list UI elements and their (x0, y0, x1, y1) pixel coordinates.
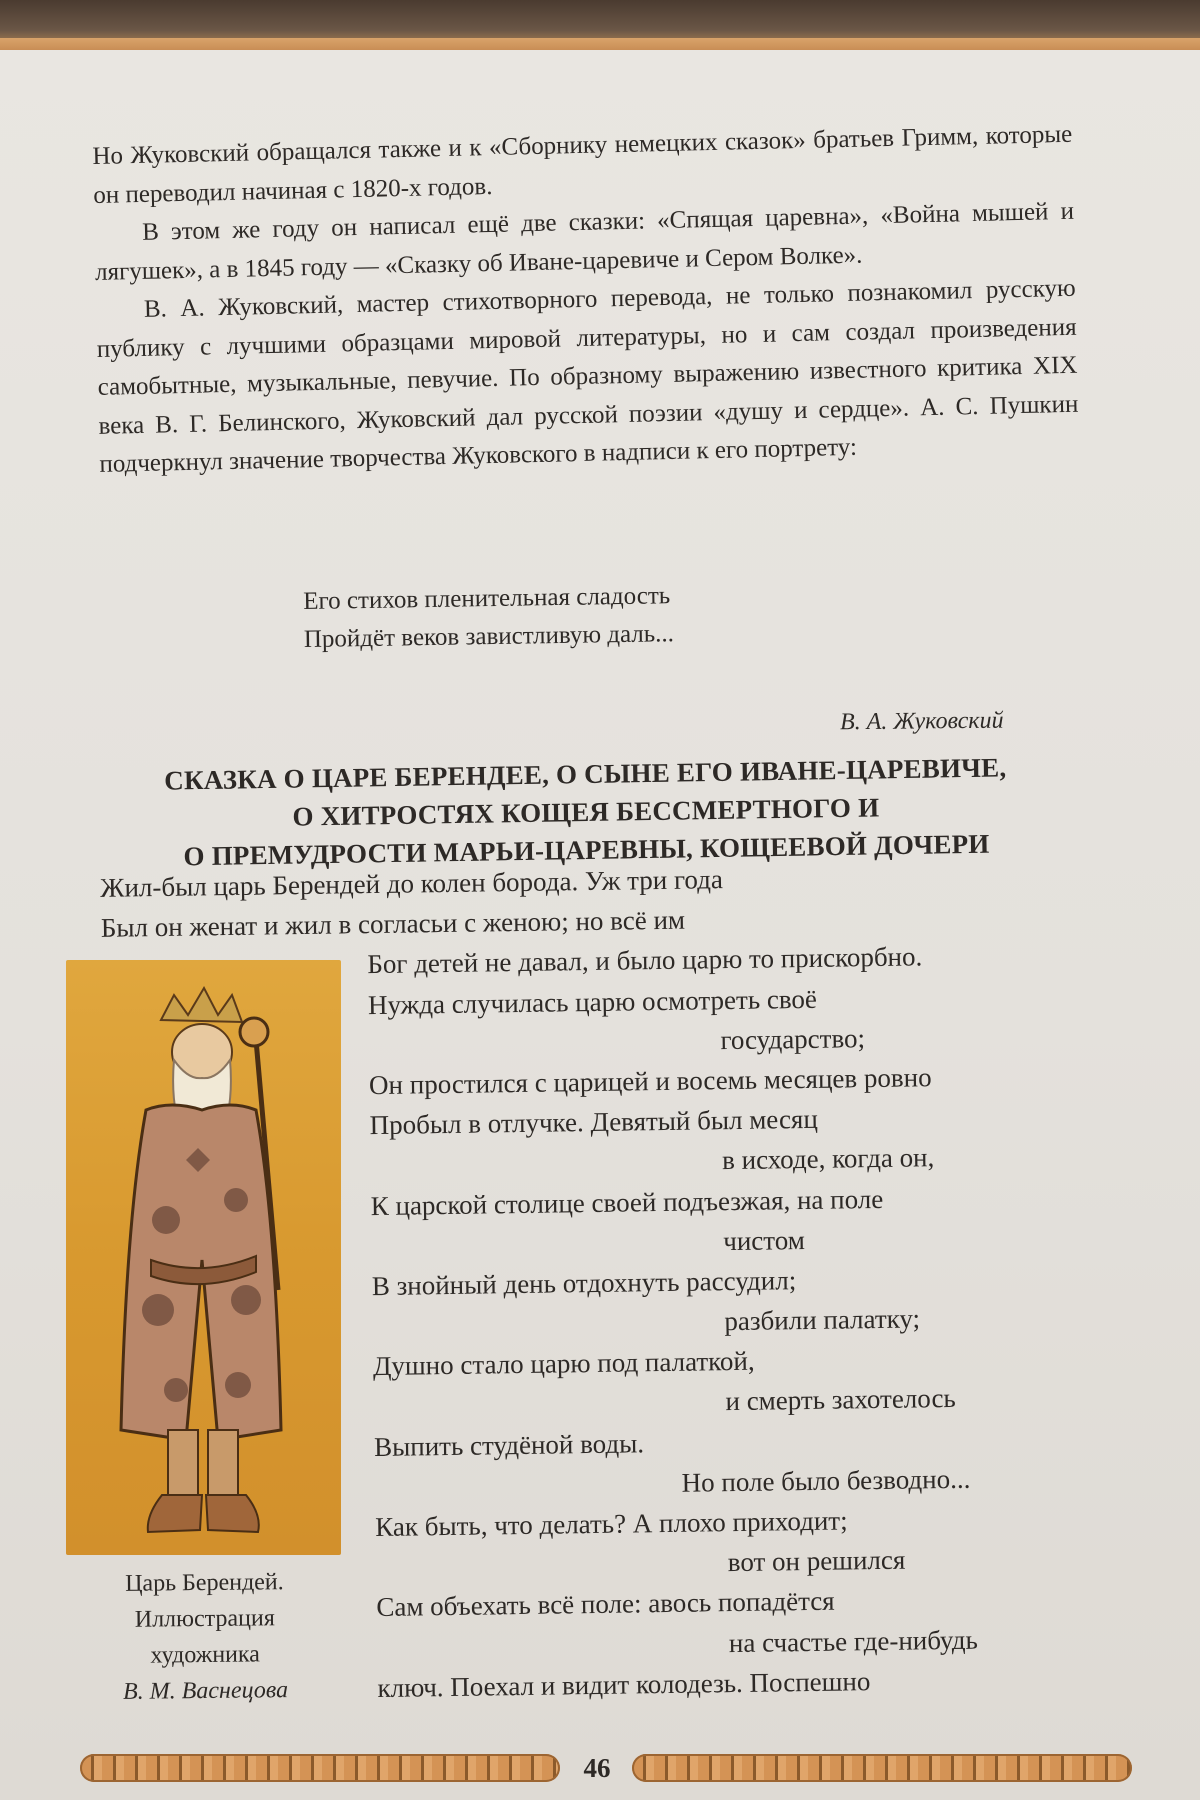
tale-title-line: О ПРЕМУДРОСТИ МАРЬИ-ЦАРЕВНЫ, КОЩЕЕВОЙ ДОЧЕРИ (183, 828, 990, 872)
verse-line: Но поле было безводно... (681, 1463, 971, 1498)
verse-line: на счастье где-нибудь (728, 1624, 978, 1658)
caption-line: Иллюстрация (134, 1605, 275, 1633)
caption-line: Царь Берендей. (125, 1569, 284, 1597)
page-footer (80, 1750, 1140, 1786)
verse-line: разбили палатку; (724, 1303, 921, 1337)
ornament-right (632, 1754, 1132, 1782)
verse-line: К царской столице своей подъезжая, на поле (370, 1183, 884, 1221)
verse-line: Пробыл в отлучке. Девятый был месяц (369, 1103, 819, 1141)
verse-line: и смерть захотелось (725, 1383, 956, 1417)
verse-line: государство; (720, 1022, 866, 1055)
verse-line: Как быть, что делать? А плохо приходит; (375, 1505, 848, 1543)
verse-line: Бог детей не давал, и было царю то прискорбно. (367, 941, 923, 980)
caption-line: художника (150, 1641, 261, 1669)
verse-line: ключ. Поехал и видит колодезь. Поспешно (377, 1665, 871, 1703)
ornament-left (80, 1754, 560, 1782)
book-page (0, 50, 1200, 1800)
verse-line: в исходе, когда он, (721, 1142, 935, 1176)
verse-line: Сам объехать всё поле: авось попадётся (376, 1586, 835, 1623)
intro-paragraph: В. А. Жуковский, мастер стихотворного перевода, не только познакомил русскую публику с лучшими образцами мировой литературы, но и сам создал произведения самобытные, музыкальные, певучие. По образному выражению известного критика XIX века В. Г. Белинского, Жуковский дал русской поэзии «душу и сердце». А. С. Пушкин подчеркнул значение творчества Жуковского в надписи к его портрету: (96, 274, 1079, 478)
intro-paragraph: В этом же году он написал ещё две сказки: «Спящая царевна», «Война мышей и лягушек», а в 1845 году — «Сказку об Иване-царевиче и Сером Волке». (94, 197, 1075, 286)
tale-title-line: О ХИТРОСТЯХ КОЩЕЯ БЕССМЕРТНОГО И (292, 792, 880, 832)
intro-paragraph: Но Жуковский обращался также и к «Сборнику немецких сказок» братьев Гримм, которые он переводил начиная с 1820-х годов. (92, 120, 1073, 209)
epigraph (303, 572, 1004, 659)
epigraph-author: В. А. Жуковский (839, 707, 1004, 736)
page-number: 46 (583, 1753, 611, 1783)
verse-line: Был он женат и жил в согласьи с женою; но всё им (100, 904, 686, 944)
verse-line: Выпить студёной воды. (373, 1427, 645, 1462)
epigraph-line: Пройдёт веков завистливую даль... (303, 620, 675, 653)
tale-title-line: СКАЗКА О ЦАРЕ БЕРЕНДЕЕ, О СЫНЕ ЕГО ИВАНЕ-ЦАРЕВИЧЕ, (164, 752, 1007, 796)
tale-verse (88, 853, 1160, 1712)
verse-line: Нужда случилась царю осмотреть своё (367, 983, 818, 1020)
verse-line: вот он решился (727, 1544, 906, 1578)
verse-line: В знойный день отдохнуть рассудил; (371, 1265, 797, 1301)
epigraph-line: Его стихов пленительная сладость (303, 582, 671, 615)
caption-artist: В. М. Васнецова (122, 1677, 289, 1705)
verse-line: Душно стало царю под палаткой, (372, 1345, 755, 1382)
verse-line: Он простился с царицей и восемь месяцев ровно (368, 1062, 932, 1101)
intro-text (92, 116, 1080, 485)
verse-line: Жил-был царь Берендей до колен борода. Уж три года (100, 864, 724, 903)
verse-line: чистом (723, 1224, 806, 1256)
